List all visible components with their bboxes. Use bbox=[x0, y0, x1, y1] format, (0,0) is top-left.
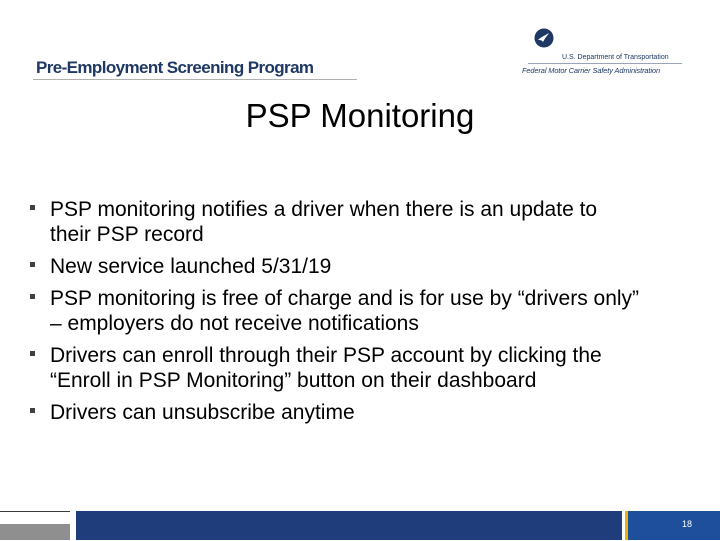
bullet-text: PSP monitoring notifies a driver when there is an update to their PSP record bbox=[50, 198, 598, 246]
bullet-item bbox=[30, 197, 640, 247]
bullet-item bbox=[30, 254, 640, 279]
dot-eagle-icon bbox=[534, 28, 554, 48]
bullet-text: PSP monitoring is free of charge and is for use by “drivers only” – employers do not receive notifications bbox=[50, 287, 640, 335]
footer-accent-stripe bbox=[625, 511, 628, 540]
footer-left-fill bbox=[0, 524, 70, 540]
bullet-list bbox=[30, 197, 640, 432]
bullet-text: New service launched 5/31/19 bbox=[50, 255, 332, 278]
square-bullet-icon bbox=[30, 205, 35, 210]
slide-title: PSP Monitoring bbox=[245, 97, 475, 134]
logo-agency-text: Federal Motor Carrier Safety Administration bbox=[522, 66, 660, 75]
logo-divider bbox=[528, 63, 682, 64]
bullet-item bbox=[30, 286, 640, 336]
dot-logo bbox=[522, 28, 692, 78]
square-bullet-icon bbox=[30, 408, 35, 413]
logo-department-text: U.S. Department of Transportation bbox=[562, 54, 669, 61]
bullet-item bbox=[30, 343, 640, 393]
bullet-item bbox=[30, 400, 640, 425]
page-number: 18 bbox=[681, 519, 692, 529]
square-bullet-icon bbox=[30, 351, 35, 356]
square-bullet-icon bbox=[30, 262, 35, 267]
program-title: Pre-Employment Screening Program bbox=[36, 58, 314, 77]
bullet-text: Drivers can enroll through their PSP account by clicking the “Enroll in PSP Monitoring” button on their dashboard bbox=[50, 344, 602, 392]
bullet-text: Drivers can unsubscribe anytime bbox=[50, 401, 355, 424]
header-rule bbox=[33, 79, 357, 80]
footer-bar bbox=[76, 511, 622, 540]
square-bullet-icon bbox=[30, 294, 35, 299]
